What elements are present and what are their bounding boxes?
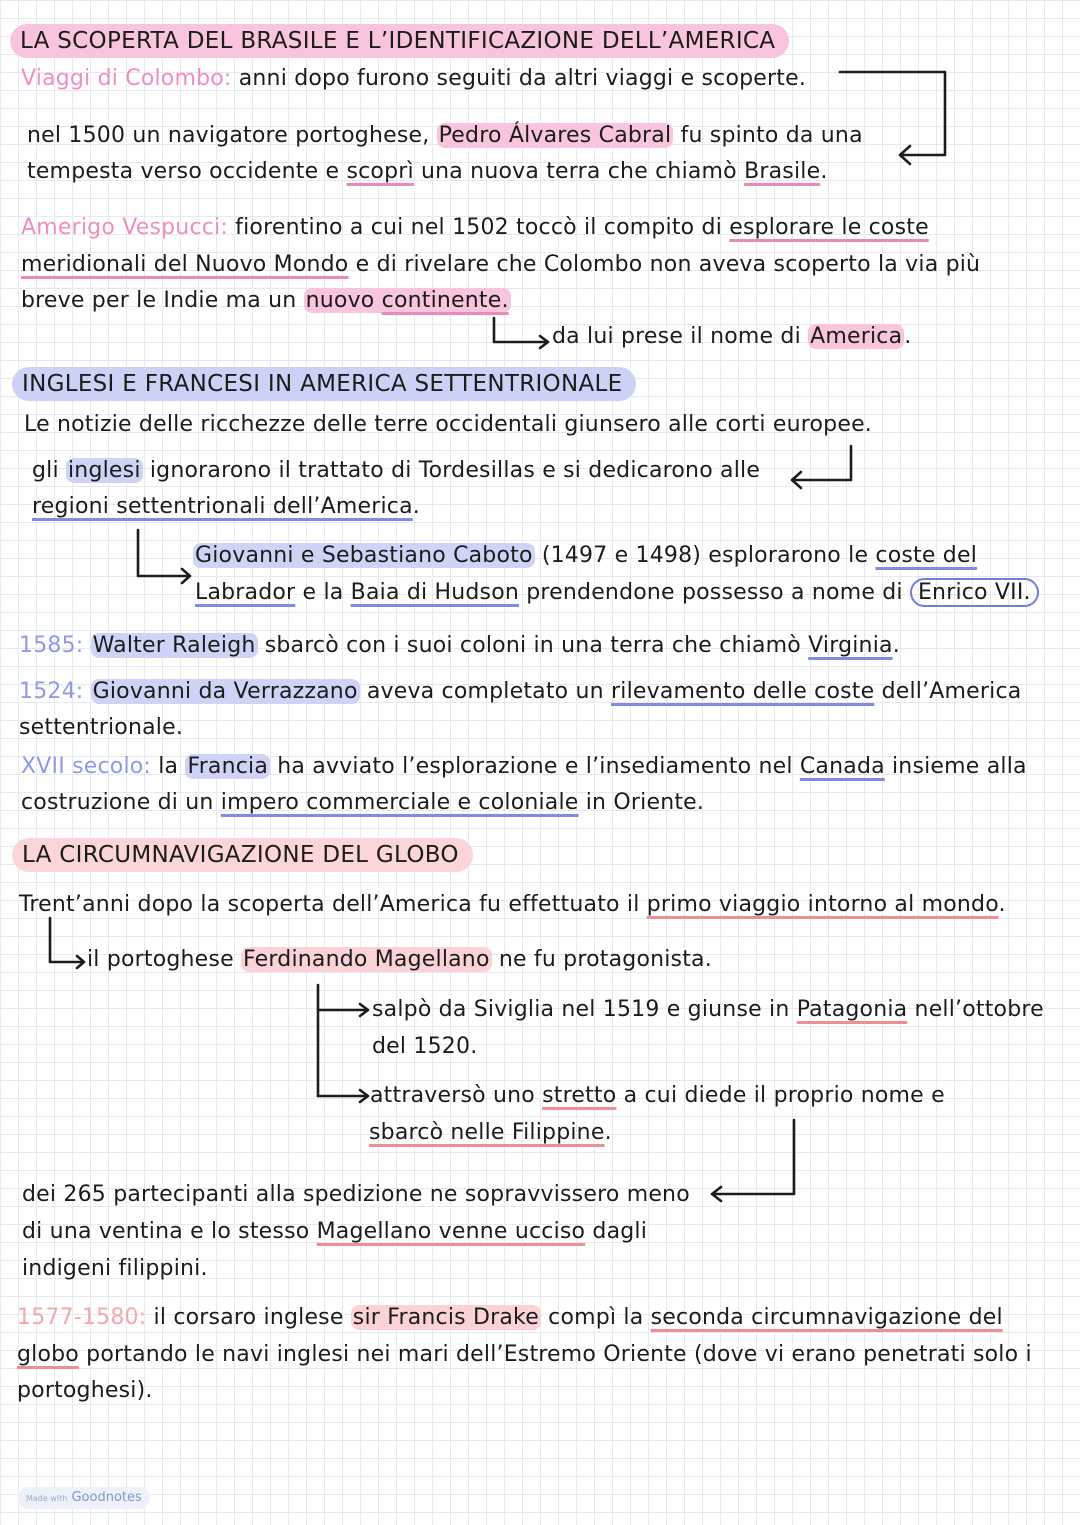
caboto-line-2: [195, 578, 1039, 608]
magellano-name: Ferdinando Magellano: [243, 947, 490, 972]
america-name-line: [552, 322, 911, 352]
stretto-word: stretto: [542, 1083, 617, 1108]
section-title-brasile: LA SCOPERTA DEL BRASILE E L’IDENTIFICAZIONE DELL’AMERICA: [10, 24, 789, 58]
francia-line-1: [21, 752, 1027, 782]
vespucci-underline-1: esplorare le coste: [729, 215, 929, 240]
siviglia-text-1: salpò da Siviglia nel 1519 e giunse in: [372, 997, 790, 1022]
inglesi-line-2: [32, 492, 420, 522]
arrow-branch-2: [318, 1090, 368, 1102]
canada-word: Canada: [799, 754, 885, 779]
survivors-text-2: di una ventina e lo stesso: [22, 1219, 310, 1244]
verrazzano-year: 1524:: [19, 679, 84, 704]
stretto-text-1: attraversò uno: [370, 1083, 535, 1108]
stretto-text-2: a cui diede il proprio nome e: [623, 1083, 945, 1108]
francia-word: Francia: [187, 754, 269, 779]
coste-del: coste del: [875, 543, 978, 568]
inglesi-end: .: [412, 494, 420, 519]
cabral-line-2: [27, 157, 828, 187]
arrow-inglesi-caboto: [138, 530, 190, 583]
drake-line-2: [17, 1340, 1032, 1370]
rilevamento-coste: rilevamento delle coste: [611, 679, 875, 704]
drake-name: sir Francis Drake: [352, 1305, 539, 1330]
arrow-filippine-survivors: [712, 1120, 794, 1201]
survivors-line-1: dei 265 partecipanti alla spedizione ne sopravvissero meno: [22, 1182, 690, 1207]
siviglia-text-2: nell’ottobre: [914, 997, 1044, 1022]
stretto-line-2: [369, 1118, 612, 1148]
drake-year: 1577-1580:: [17, 1305, 147, 1330]
drake-text-2: compì la: [548, 1305, 644, 1330]
trentanni-text: Trent’anni dopo la scoperta dell’America fu effettuato il: [19, 892, 640, 917]
francia-line-2: [21, 788, 704, 818]
america-word: America: [810, 324, 903, 349]
survivors-line-2: [22, 1217, 647, 1247]
inglesi-word: inglesi: [68, 458, 141, 483]
drake-text-1: il corsaro inglese: [153, 1305, 344, 1330]
virginia-word: Virginia: [808, 633, 893, 658]
colombo-text: anni dopo furono seguiti da altri viaggi e scoperte.: [238, 66, 807, 91]
vespucci-text-1: fiorentino a cui nel 1502 toccò il compito di: [235, 215, 723, 240]
impero-commerciale: impero commerciale e coloniale: [220, 790, 579, 815]
verrazzano-line-1: [19, 677, 1021, 707]
arrow-branch-1: [318, 985, 368, 1096]
vespucci-underline-2: meridionali del Nuovo Mondo: [21, 252, 349, 277]
survivors-text-2b: dagli: [592, 1219, 648, 1244]
arrow-intro-magellano: [50, 918, 84, 968]
america-name-text: da lui prese il nome di: [552, 324, 801, 349]
francia-text-5: in Oriente.: [585, 790, 705, 815]
drake-line-1: [17, 1303, 1003, 1333]
stretto-end: .: [604, 1120, 612, 1145]
patagonia-word: Patagonia: [796, 997, 908, 1022]
inglesi-line-1: [32, 456, 760, 486]
regioni-settentrionali: regioni settentrionali dell’America: [32, 494, 413, 519]
cabral-name: Pedro Álvares Cabral: [438, 123, 672, 148]
caboto-line-1: [193, 541, 977, 571]
magellano-line: [87, 945, 712, 975]
francia-text-2: ha avviato l’esplorazione e l’insediamento nel: [277, 754, 793, 779]
francia-text-3: insieme alla: [892, 754, 1027, 779]
caboto-text-2: e la: [302, 580, 344, 605]
made-with-badge[interactable]: [18, 1487, 150, 1509]
nuovo-word: nuovo: [305, 288, 375, 313]
seconda-circumnavigazione: seconda circumnavigazione del: [650, 1305, 1003, 1330]
stretto-line-1: [370, 1081, 945, 1111]
raleigh-text: sbarcò con i suoi coloni in una terra che chiamò: [264, 633, 801, 658]
made-with-text: Made with: [26, 1494, 68, 1503]
siviglia-line-2: del 1520.: [372, 1034, 478, 1059]
raleigh-name: Walter Raleigh: [92, 633, 256, 658]
america-end: .: [904, 324, 912, 349]
magellano-text-1: il portoghese: [87, 947, 234, 972]
cabral-end: .: [820, 159, 828, 184]
sbarco-filippine: sbarcò nelle Filippine: [369, 1120, 605, 1145]
francia-year: XVII secolo:: [21, 754, 152, 779]
labrador: Labrador: [195, 580, 296, 605]
continente-word: continente.: [381, 288, 509, 313]
inglesi-text-1: gli: [32, 458, 59, 483]
baia-di-hudson: Baia di Hudson: [350, 580, 520, 605]
goodnotes-brand: Goodnotes: [71, 1490, 142, 1505]
verrazzano-name: Giovanni da Verrazzano: [92, 679, 358, 704]
raleigh-year: 1585:: [19, 633, 84, 658]
colombo-label: Viaggi di Colombo:: [21, 66, 232, 91]
siviglia-line-1: [372, 995, 1044, 1025]
nuovo-continente: [304, 288, 511, 313]
francia-text-1: la: [158, 754, 179, 779]
vespucci-text-3: breve per le Indie ma un: [21, 288, 297, 313]
drake-line-3: portoghesi).: [17, 1378, 153, 1403]
raleigh-line: [19, 631, 900, 661]
cabral-text-2: fu spinto da una: [680, 123, 863, 148]
vespucci-line-2: [21, 250, 980, 280]
cabral-text-3: tempesta verso occidente e: [27, 159, 340, 184]
arrow-intro-inglesi: [792, 446, 851, 488]
trentanni-end: .: [998, 892, 1006, 917]
primo-viaggio: primo viaggio intorno al mondo: [646, 892, 999, 917]
section-title-circumnavigazione: LA CIRCUMNAVIGAZIONE DEL GLOBO: [12, 838, 473, 872]
brasile-word: Brasile: [744, 159, 821, 184]
caboto-text-3: prendendone possesso a nome di: [526, 580, 903, 605]
verrazzano-text-2: dell’America: [881, 679, 1022, 704]
caboto-text-1: (1497 e 1498) esplorarono le: [541, 543, 869, 568]
notizie-line: Le notizie delle ricchezze delle terre occidentali giunsero alle corti europee.: [24, 412, 872, 437]
colombo-line: [21, 64, 806, 94]
globo-word: globo: [17, 1342, 79, 1367]
vespucci-text-2: e di rivelare che Colombo non aveva scoperto la via più: [355, 252, 981, 277]
cabral-line-1: [27, 121, 863, 151]
enrico-vii: Enrico VII.: [910, 578, 1039, 607]
cabral-verb: scoprì: [346, 159, 414, 184]
raleigh-end: .: [892, 633, 900, 658]
magellano-ucciso: Magellano venne ucciso: [316, 1219, 586, 1244]
verrazzano-line-2: settentrionale.: [19, 715, 184, 740]
caboto-names: Giovanni e Sebastiano Caboto: [195, 543, 533, 568]
verrazzano-text-1: aveva completato un: [366, 679, 604, 704]
section-title-inglesi-francesi: INGLESI E FRANCESI IN AMERICA SETTENTRIONALE: [12, 367, 636, 401]
arrow-continente-america: [494, 318, 548, 348]
cabral-text-1: nel 1500 un navigatore portoghese,: [27, 123, 430, 148]
cabral-text-4: una nuova terra che chiamò: [421, 159, 737, 184]
inglesi-text-2: ignorarono il trattato di Tordesillas e si dedicarono alle: [149, 458, 761, 483]
vespucci-line-3: [21, 286, 511, 316]
vespucci-label: Amerigo Vespucci:: [21, 215, 228, 240]
magellano-text-2: ne fu protagonista.: [498, 947, 712, 972]
survivors-line-3: indigeni filippini.: [22, 1256, 208, 1281]
vespucci-line-1: [21, 213, 929, 243]
drake-text-3: portando le navi inglesi nei mari dell’Estremo Oriente (dove vi erano penetrati solo i: [86, 1342, 1032, 1367]
trentanni-line: [19, 890, 1006, 920]
francia-text-4: costruzione di un: [21, 790, 214, 815]
